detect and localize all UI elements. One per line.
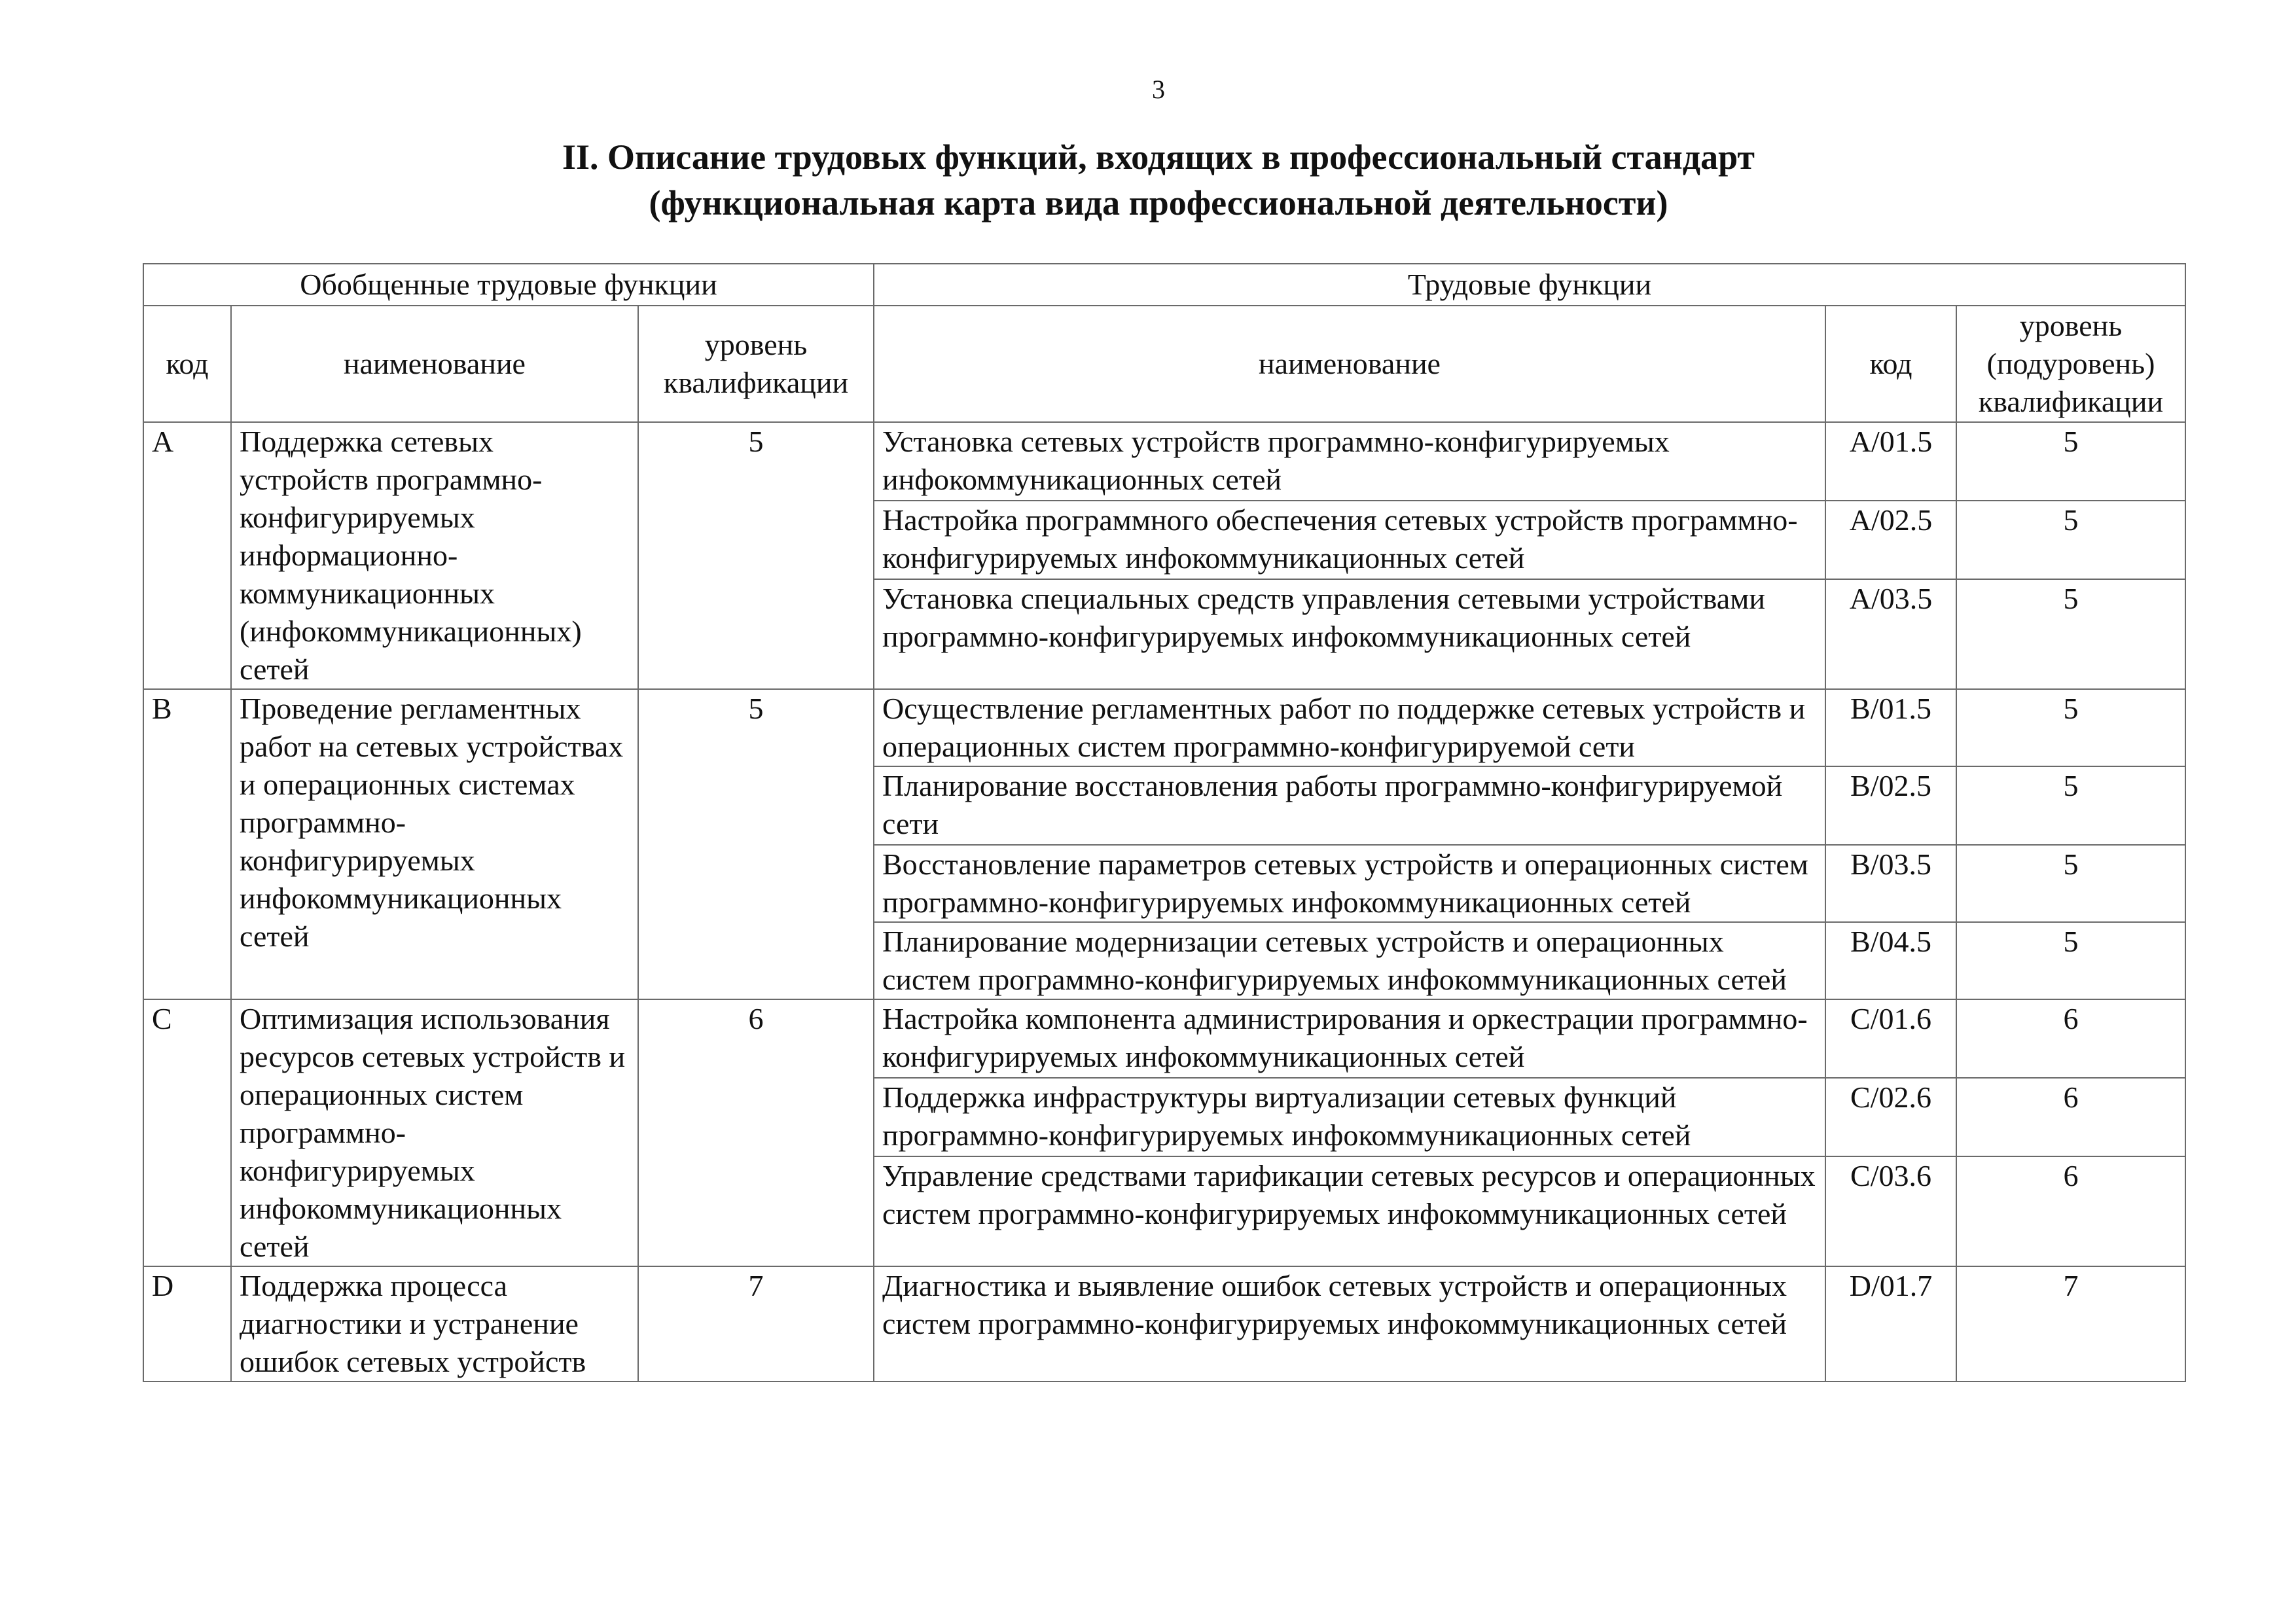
labor-function-code: A/03.5 [1825, 579, 1956, 689]
table-row [143, 999, 2185, 1078]
labor-function-code: C/01.6 [1825, 999, 1956, 1078]
header-labor-functions: Трудовые функции [874, 264, 2185, 306]
gen-function-code: B [143, 689, 231, 999]
labor-function-name: Восстановление параметров сетевых устройств и операционных систем программно-конфигурируемых инфокоммуникационных сетей [874, 845, 1825, 922]
labor-function-level: 6 [1956, 1078, 2185, 1156]
gen-function-level: 7 [638, 1266, 874, 1382]
labor-function-name: Планирование модернизации сетевых устройств и операционных систем программно-конфигурируемых инфокоммуникационных сетей [874, 922, 1825, 999]
labor-function-code: B/04.5 [1825, 922, 1956, 999]
labor-function-code: B/01.5 [1825, 689, 1956, 766]
labor-function-code: D/01.7 [1825, 1266, 1956, 1382]
gen-function-code: A [143, 422, 231, 689]
col-header-gen-name: наименование [231, 306, 638, 422]
col-header-func-code: код [1825, 306, 1956, 422]
gen-function-name: Проведение регламентных работ на сетевых устройствах и операционных системах программно-конфигурируемых инфокоммуникационных сетей [231, 689, 638, 999]
gen-function-code: D [143, 1266, 231, 1382]
labor-function-level: 5 [1956, 766, 2185, 845]
table-column-header-row [143, 306, 2185, 422]
section-heading [196, 134, 2121, 226]
labor-function-name: Поддержка инфраструктуры виртуализации сетевых функций программно-конфигурируемых инфокоммуникационных сетей [874, 1078, 1825, 1156]
labor-function-level: 7 [1956, 1266, 2185, 1382]
labor-function-name: Управление средствами тарификации сетевых ресурсов и операционных систем программно-конфигурируемых инфокоммуникационных сетей [874, 1156, 1825, 1266]
page-number: 3 [1152, 75, 1165, 104]
gen-function-name: Поддержка сетевых устройств программно-конфигурируемых информационно-коммуникационных (инфокоммуникационных) сетей [231, 422, 638, 689]
col-header-gen-code: код [143, 306, 231, 422]
labor-function-code: A/01.5 [1825, 422, 1956, 501]
gen-function-level: 6 [638, 999, 874, 1266]
labor-function-level: 5 [1956, 689, 2185, 766]
gen-function-level: 5 [638, 689, 874, 999]
gen-function-level: 5 [638, 422, 874, 689]
labor-function-name: Настройка программного обеспечения сетевых устройств программно-конфигурируемых инфокоммуникационных сетей [874, 501, 1825, 579]
labor-function-code: C/03.6 [1825, 1156, 1956, 1266]
labor-function-name: Установка сетевых устройств программно-конфигурируемых инфокоммуникационных сетей [874, 422, 1825, 501]
labor-function-code: C/02.6 [1825, 1078, 1956, 1156]
table-group-header-row [143, 264, 2185, 306]
gen-function-name: Поддержка процесса диагностики и устранение ошибок сетевых устройств [231, 1266, 638, 1382]
heading-line-2: (функциональная карта вида профессиональной деятельности) [649, 183, 1668, 223]
header-generalized-functions: Обобщенные трудовые функции [143, 264, 874, 306]
table-row [143, 1266, 2185, 1382]
labor-function-level: 5 [1956, 579, 2185, 689]
labor-function-name: Настройка компонента администрирования и оркестрации программно-конфигурируемых инфокоммуникационных сетей [874, 999, 1825, 1078]
labor-function-name: Планирование восстановления работы программно-конфигурируемой сети [874, 766, 1825, 845]
heading-line-1: II. Описание трудовых функций, входящих в профессиональный стандарт [562, 137, 1755, 177]
labor-function-name: Диагностика и выявление ошибок сетевых устройств и операционных систем программно-конфигурируемых инфокоммуникационных сетей [874, 1266, 1825, 1382]
labor-function-level: 6 [1956, 999, 2185, 1078]
table-row [143, 422, 2185, 501]
labor-function-level: 5 [1956, 501, 2185, 579]
labor-function-name: Установка специальных средств управления сетевыми устройствами программно-конфигурируемых инфокоммуникационных сетей [874, 579, 1825, 689]
gen-function-code: C [143, 999, 231, 1266]
labor-function-level: 6 [1956, 1156, 2185, 1266]
col-header-func-name: наименование [874, 306, 1825, 422]
labor-function-code: A/02.5 [1825, 501, 1956, 579]
labor-function-level: 5 [1956, 422, 2185, 501]
labor-function-level: 5 [1956, 922, 2185, 999]
col-header-func-level: уровень (подуровень) квалификации [1956, 306, 2185, 422]
labor-function-code: B/02.5 [1825, 766, 1956, 845]
col-header-gen-level: уровень квалификации [638, 306, 874, 422]
functional-map-table [143, 263, 2186, 1382]
labor-function-name: Осуществление регламентных работ по поддержке сетевых устройств и операционных систем программно-конфигурируемой сети [874, 689, 1825, 766]
labor-function-level: 5 [1956, 845, 2185, 922]
labor-function-code: B/03.5 [1825, 845, 1956, 922]
gen-function-name: Оптимизация использования ресурсов сетевых устройств и операционных систем программно-конфигурируемых инфокоммуникационных сетей [231, 999, 638, 1266]
table-row [143, 689, 2185, 766]
